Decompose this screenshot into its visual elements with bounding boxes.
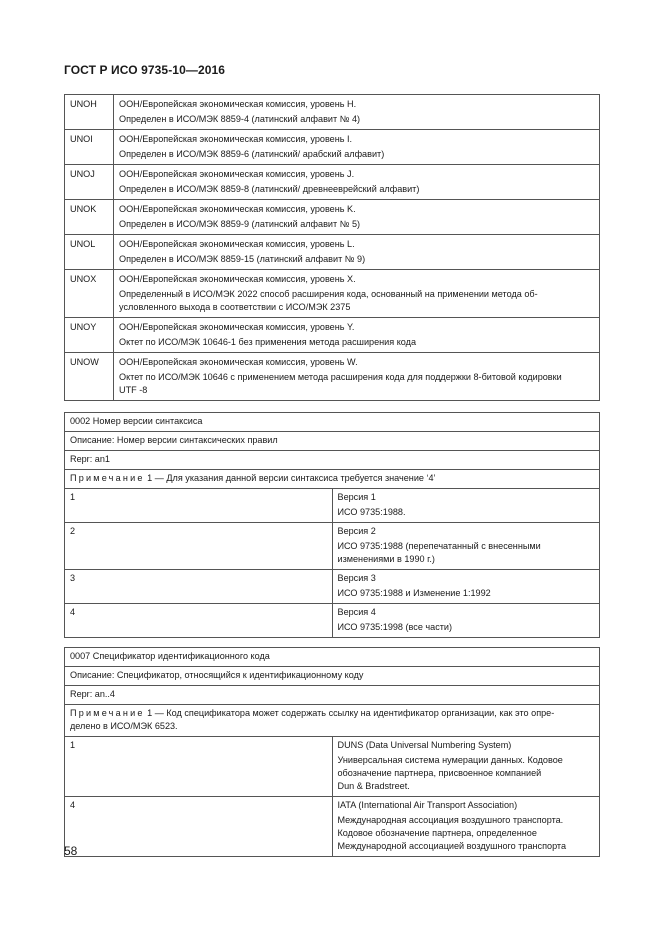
table-row	[65, 570, 600, 604]
table-row	[65, 737, 600, 797]
definition-line: ООН/Европейская экономическая комиссия, уровень L.	[119, 239, 355, 249]
definition-line: Октет по ИСО/МЭК 10646-1 без применения метода расширения кода	[119, 337, 416, 347]
definition-line: ООН/Европейская экономическая комиссия, уровень X.	[119, 274, 356, 284]
table-note	[65, 470, 600, 489]
definition-line: ИСО 9735:1988 (перепечатанный с внесенными изменениями в 1990 г.)	[337, 541, 541, 564]
note-text: 1 — Код спецификатора может содержать ссылку на идентификатор организации, как это опре-	[144, 708, 555, 718]
row-definition	[332, 604, 600, 638]
note-text: 1 — Для указания данной версии синтаксиса требуется значение ‘4’	[144, 473, 436, 483]
repr-row	[65, 451, 600, 470]
row-code: UNOY	[65, 318, 114, 353]
definition-line: Универсальная система нумерации данных. Кодовое обозначение партнера, присвоенное компанией	[337, 755, 563, 778]
definition-line: IATA (International Air Transport Association)	[337, 800, 518, 810]
table-description: Описание: Спецификатор, относящийся к идентификационному коду	[65, 667, 600, 686]
definition-line: ООН/Европейская экономическая комиссия, уровень W.	[119, 357, 358, 367]
table-row	[65, 489, 600, 523]
row-definition	[332, 523, 600, 570]
table-description: Описание: Номер версии синтаксических правил	[65, 432, 600, 451]
row-code: UNOJ	[65, 165, 114, 200]
definition-line: Октет по ИСО/МЭК 10646 с применением метода расширения кода для поддержки 8-битовой кодировки	[119, 372, 562, 382]
note-text-continued: делено в ИСО/МЭК 6523.	[70, 721, 178, 731]
definition-line: ИСО 9735:1998 (все части)	[337, 622, 453, 632]
row-definition	[332, 737, 600, 797]
table-title-row	[65, 413, 600, 432]
row-definition	[114, 200, 600, 235]
definition-line: Определен в ИСО/МЭК 8859-8 (латинский/ древнееврейский алфавит)	[119, 184, 420, 194]
table-row	[65, 270, 600, 318]
code-qualifier-body	[65, 737, 600, 857]
charset-codes-body	[65, 95, 600, 401]
definition-line: Версия 1	[337, 492, 376, 502]
definition-line: DUNS (Data Universal Numbering System)	[337, 740, 512, 750]
row-code: UNOK	[65, 200, 114, 235]
table-row	[65, 200, 600, 235]
definition-line: ИСО 9735:1988.	[337, 507, 406, 517]
definition-line: Определен в ИСО/МЭК 8859-15 (латинский алфавит № 9)	[119, 254, 366, 264]
row-definition	[114, 318, 600, 353]
document-header: ГОСТ Р ИСО 9735-10—2016	[64, 63, 226, 77]
row-code: UNOX	[65, 270, 114, 318]
definition-line: UTF -8	[119, 385, 148, 395]
table-row	[65, 604, 600, 638]
table-row	[65, 165, 600, 200]
syntax-version-table	[64, 412, 600, 638]
definition-line: Dun & Bradstreet.	[337, 781, 410, 791]
description-row	[65, 667, 600, 686]
row-code: UNOI	[65, 130, 114, 165]
row-definition	[114, 235, 600, 270]
row-definition	[114, 165, 600, 200]
definition-line: ИСО 9735:1988 и Изменение 1:1992	[337, 588, 491, 598]
definition-line: Версия 2	[337, 526, 376, 536]
row-definition	[114, 353, 600, 401]
table-repr: Repr: an..4	[65, 686, 600, 705]
definition-line: Определен в ИСО/МЭК 8859-9 (латинский алфавит № 5)	[119, 219, 361, 229]
definition-line: Определен в ИСО/МЭК 8859-6 (латинский/ арабский алфавит)	[119, 149, 385, 159]
row-code: UNOW	[65, 353, 114, 401]
table-row	[65, 130, 600, 165]
row-code: 1	[65, 489, 333, 523]
row-definition	[114, 95, 600, 130]
note-label: Примечание	[70, 708, 145, 718]
table-title: 0007 Спецификатор идентификационного кода	[65, 648, 600, 667]
definition-line: Международной ассоциацией воздушного транспорта	[337, 841, 567, 851]
table-title: 0002 Номер версии синтаксиса	[65, 413, 600, 432]
table-row	[65, 235, 600, 270]
table-repr: Repr: an1	[65, 451, 600, 470]
definition-line: Определенный в ИСО/МЭК 2022 способ расширения кода, основанный на применении метода об-	[119, 289, 538, 299]
definition-line: ООН/Европейская экономическая комиссия, уровень H.	[119, 99, 357, 109]
row-definition	[332, 797, 600, 857]
definition-line: ООН/Европейская экономическая комиссия, уровень Y.	[119, 322, 355, 332]
description-row	[65, 432, 600, 451]
charset-codes-table	[64, 94, 600, 401]
note-label: Примечание	[70, 473, 145, 483]
definition-line: условленного выхода в соответствии с ИСО/МЭК 2375	[119, 302, 351, 312]
definition-line: ООН/Европейская экономическая комиссия, уровень K.	[119, 204, 356, 214]
table-row	[65, 318, 600, 353]
row-code: UNOH	[65, 95, 114, 130]
row-code: UNOL	[65, 235, 114, 270]
table-row	[65, 797, 600, 857]
table-row	[65, 523, 600, 570]
row-code: 2	[65, 523, 333, 570]
note-row	[65, 470, 600, 489]
row-definition	[114, 130, 600, 165]
row-definition	[332, 489, 600, 523]
code-qualifier-table	[64, 647, 600, 857]
repr-row	[65, 686, 600, 705]
syntax-version-body	[65, 489, 600, 638]
page-number: 58	[64, 844, 78, 858]
row-definition	[114, 270, 600, 318]
table-title-row	[65, 648, 600, 667]
row-definition	[332, 570, 600, 604]
row-code: 4	[65, 797, 333, 857]
note-row	[65, 705, 600, 737]
definition-line: ООН/Европейская экономическая комиссия, уровень J.	[119, 169, 355, 179]
definition-line: Международная ассоциация воздушного транспорта. Кодовое обозначение партнера, определенное	[337, 815, 564, 838]
row-code: 3	[65, 570, 333, 604]
row-code: 4	[65, 604, 333, 638]
definition-line: Версия 3	[337, 573, 376, 583]
definition-line: Определен в ИСО/МЭК 8859-4 (латинский алфавит № 4)	[119, 114, 361, 124]
table-row	[65, 95, 600, 130]
table-note	[65, 705, 600, 737]
definition-line: ООН/Европейская экономическая комиссия, уровень I.	[119, 134, 353, 144]
table-row	[65, 353, 600, 401]
row-code: 1	[65, 737, 333, 797]
definition-line: Версия 4	[337, 607, 376, 617]
